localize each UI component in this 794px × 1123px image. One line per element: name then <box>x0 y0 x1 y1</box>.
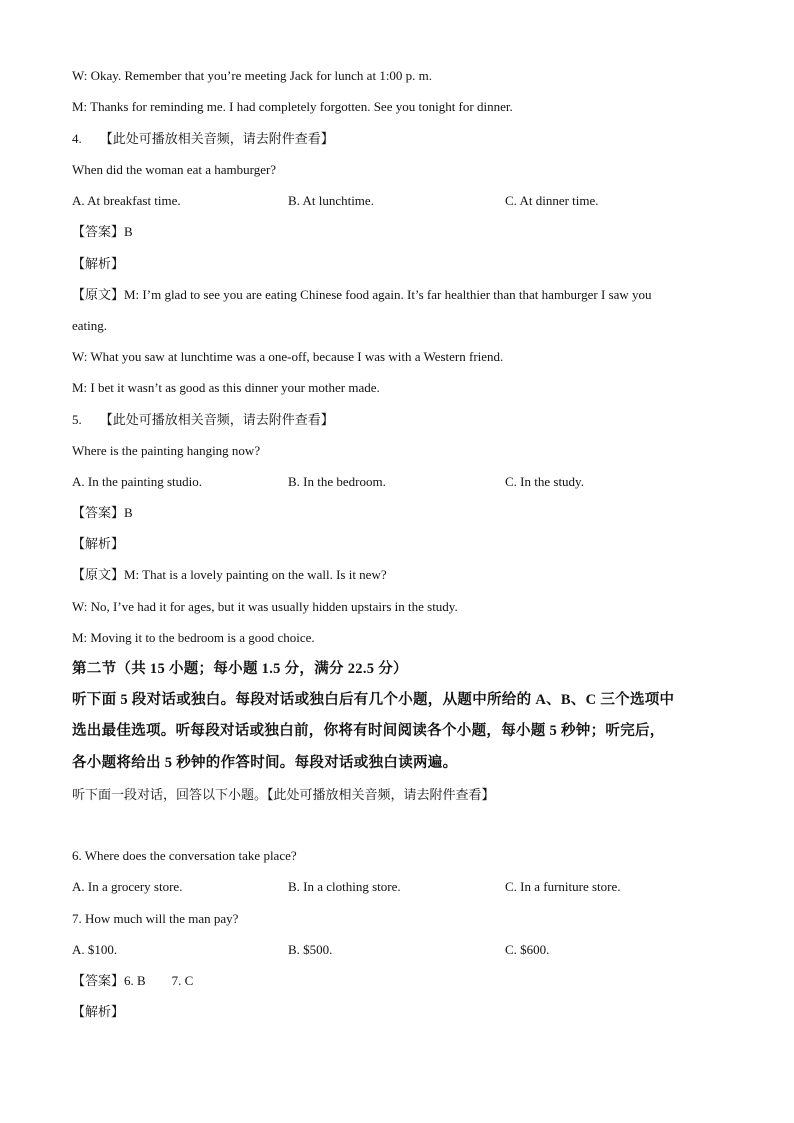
question-5-text: Where is the painting hanging now? <box>72 443 261 458</box>
transcript-line: 【原文】M: I’m glad to see you are eating Chinese food again. It’s far healthier than that hamburger I saw you <box>72 287 652 302</box>
transcript-line: M: I bet it wasn’t as good as this dinner your mother made. <box>72 380 380 395</box>
analysis-label: 【解析】 <box>72 536 125 551</box>
transcript-line: W: What you saw at lunchtime was a one-off, because I was with a Western friend. <box>72 349 504 364</box>
option-c: C. At dinner time. <box>505 193 599 208</box>
option-b: B. At lunchtime. <box>288 193 374 208</box>
option-a: A. At breakfast time. <box>72 193 181 208</box>
section-title: 第二节（共 15 小题；每小题 1.5 分，满分 22.5 分） <box>72 661 408 677</box>
question-5-header <box>72 411 334 429</box>
question-number: 5. <box>72 412 82 427</box>
option-a: A. In a grocery store. <box>72 879 183 894</box>
answer-7: 7. C <box>171 973 194 988</box>
answer-6: 【答案】6. B <box>72 973 146 988</box>
dialog-line: W: Okay. Remember that you’re meeting Jack for lunch at 1:00 p. m. <box>72 68 433 83</box>
question-4-text: When did the woman eat a hamburger? <box>72 162 277 177</box>
transcript-line: eating. <box>72 318 108 333</box>
question-6-text: 6. Where does the conversation take place? <box>72 848 297 863</box>
option-c: C. In a furniture store. <box>505 879 621 894</box>
question-number: 4. <box>72 131 82 146</box>
option-c: C. $600. <box>505 942 550 957</box>
audio-placeholder: 【此处可播放相关音频，请去附件查看】 <box>99 412 334 427</box>
dialog-line: M: Thanks for reminding me. I had completely forgotten. See you tonight for dinner. <box>72 99 513 114</box>
option-c: C. In the study. <box>505 474 584 489</box>
audio-placeholder: 【此处可播放相关音频，请去附件查看】 <box>99 131 334 146</box>
instruction-line: 听下面 5 段对话或独白。每段对话或独白后有几个小题，从题中所给的 A、B、C 三个选项中 <box>72 692 675 708</box>
instruction-line: 选出最佳选项。听每段对话或独白前，你将有时间阅读各个小题，每小题 5 秒钟；听完后， <box>72 723 665 739</box>
option-a: A. In the painting studio. <box>72 474 202 489</box>
option-b: B. $500. <box>288 942 333 957</box>
instruction-line: 各小题将给出 5 秒钟的作答时间。每段对话或独白读两遍。 <box>72 755 458 771</box>
transcript-line: W: No, I’ve had it for ages, but it was usually hidden upstairs in the study. <box>72 599 458 614</box>
answer-label: 【答案】B <box>72 224 133 239</box>
transcript-line: 【原文】M: That is a lovely painting on the wall. Is it new? <box>72 567 387 582</box>
dialog-intro: 听下面一段对话，回答以下小题。【此处可播放相关音频，请去附件查看】 <box>72 787 495 802</box>
analysis-label: 【解析】 <box>72 256 125 271</box>
answer-label <box>72 972 193 990</box>
analysis-label: 【解析】 <box>72 1004 125 1019</box>
question-4-header <box>72 130 334 148</box>
option-b: B. In the bedroom. <box>288 474 386 489</box>
question-7-text: 7. How much will the man pay? <box>72 911 239 926</box>
option-a: A. $100. <box>72 942 118 957</box>
option-b: B. In a clothing store. <box>288 879 401 894</box>
transcript-line: M: Moving it to the bedroom is a good choice. <box>72 630 315 645</box>
answer-label: 【答案】B <box>72 505 133 520</box>
